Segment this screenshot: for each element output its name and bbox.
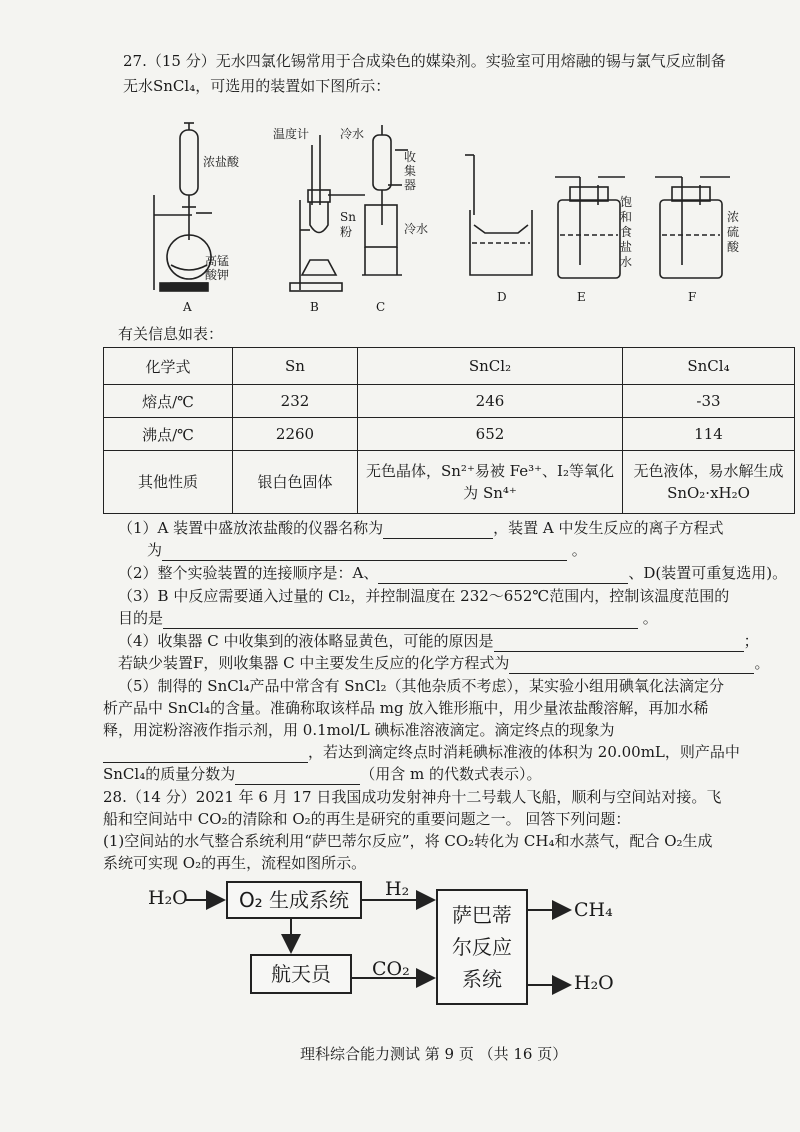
label-kmno4: 高锰 酸钾 bbox=[205, 254, 230, 282]
q27-part5-line1: （5）制得的 SnCl₄产品中常含有 SnCl₂（其他杂质不考虑），某实验小组用碘氧化法滴定分 bbox=[118, 677, 725, 695]
q27-part5-line3: 释，用淀粉溶液作指示剂，用 0.1mol/L 碘标准溶液滴定。滴定终点的现象为 bbox=[103, 721, 615, 739]
table-cell: 652 bbox=[358, 418, 623, 451]
apparatus-d bbox=[465, 155, 532, 275]
table-cell: 沸点/℃ bbox=[104, 418, 233, 451]
label-e: E bbox=[577, 290, 586, 304]
answer-blank[interactable] bbox=[494, 635, 744, 652]
label-cold-water-in: 冷水 bbox=[340, 127, 365, 141]
apparatus-c bbox=[362, 125, 408, 275]
table-header-cell: Sn bbox=[233, 348, 358, 385]
label-a: A bbox=[183, 300, 192, 314]
apparatus-f bbox=[655, 177, 730, 278]
apparatus-figure bbox=[140, 115, 780, 320]
flow-h2-label: H₂ bbox=[385, 878, 410, 900]
table-cell: 其他性质 bbox=[104, 451, 233, 514]
answer-blank[interactable] bbox=[509, 657, 754, 674]
apparatus-e bbox=[555, 177, 625, 278]
q27-part5-line2: 析产品中 SnCl₄的含量。准确称取该样品 mg 放入锥形瓶中，用少量浓盐酸溶解，再加水稀 bbox=[103, 699, 709, 717]
answer-blank[interactable] bbox=[378, 567, 628, 584]
answer-blank[interactable] bbox=[163, 612, 638, 629]
q27-s5d: ，若达到滴定终点时消耗碘标准液的体积为 20.00mL，则产品中 bbox=[308, 743, 740, 761]
page-footer: 理科综合能力测试 第 9 页 （共 16 页） bbox=[300, 1045, 568, 1063]
q27-s5e: SnCl₄的质量分数为 bbox=[103, 765, 236, 783]
q27-s4b: 若缺少装置F，则收集器 C 中主要发生反应的化学方程式为 bbox=[118, 654, 510, 672]
label-d: D bbox=[497, 290, 507, 304]
table-row bbox=[104, 418, 795, 451]
table-row bbox=[104, 451, 795, 514]
answer-blank[interactable] bbox=[235, 768, 360, 785]
answer-blank[interactable] bbox=[103, 746, 308, 763]
table-cell: 银白色固体 bbox=[233, 451, 358, 514]
o2-generation-box: O₂ 生成系统 bbox=[226, 881, 362, 919]
table-header-row bbox=[104, 348, 795, 385]
q28-line1: 28.（14 分）2021 年 6 月 17 日我国成功发射神舟十二号载人飞船，顺利与空间站对接。飞 bbox=[103, 788, 722, 806]
label-f: F bbox=[688, 290, 697, 304]
q27-s1c: 为 bbox=[147, 541, 163, 559]
table-cell: -33 bbox=[623, 385, 795, 418]
q27-s4a: （4）收集器 C 中收集到的液体略显黄色，可能的原因是 bbox=[118, 632, 494, 650]
table-row bbox=[104, 385, 795, 418]
q28-line4: 系统可实现 O₂的再生，流程如图所示。 bbox=[103, 854, 367, 872]
label-sn-powder: Sn 粉 bbox=[340, 210, 356, 239]
q27-part2 bbox=[118, 562, 787, 584]
label-conc-h2so4: 浓 硫 酸 bbox=[727, 210, 740, 254]
q28-line2: 船和空间站中 CO₂的清除和 O₂的再生是研究的重要问题之一。 回答下列问题： bbox=[103, 810, 631, 828]
table-cell: 2260 bbox=[233, 418, 358, 451]
q28-line3: (1)空间站的水气整合系统利用“萨巴蒂尔反应”，将 CO₂转化为 CH₄和水蒸气，配合 O₂生成 bbox=[103, 832, 713, 850]
table-cell: 232 bbox=[233, 385, 358, 418]
q27-s2a: （2）整个实验装置的连接顺序是：A、 bbox=[118, 564, 379, 582]
q27-line2: 无水SnCl₄，可选用的装置如下图所示： bbox=[123, 77, 391, 95]
answer-blank[interactable] bbox=[383, 522, 493, 539]
q27-part3: （3）B 中反应需要通入过量的 Cl₂，并控制温度在 232～652℃范围内，控制该温度范围的 bbox=[118, 587, 730, 605]
sabatier-reaction-box: 萨巴蒂 尔反应 系统 bbox=[436, 889, 528, 1005]
table-cell: 无色晶体，Sn²⁺易被 Fe³⁺、I₂等氧化为 Sn⁴⁺ bbox=[358, 451, 623, 514]
label-conc-hcl: 浓盐酸 bbox=[203, 155, 240, 169]
q27-part3-cont: 目的是 。 bbox=[118, 609, 658, 627]
q27-s2b: 、D(装置可重复选用)。 bbox=[628, 564, 788, 582]
q27-s3b: 目的是 bbox=[118, 609, 164, 627]
table-cell: 114 bbox=[623, 418, 795, 451]
flow-h2o-output: H₂O bbox=[574, 972, 614, 994]
label-cold-water-out: 冷水 bbox=[404, 222, 429, 236]
flow-co2-label: CO₂ bbox=[372, 958, 410, 980]
q27-s1a: （1）A 装置中盛放浓盐酸的仪器名称为 bbox=[118, 519, 384, 537]
flow-input-h2o: H₂O bbox=[148, 887, 188, 909]
q27-part4-cont: 若缺少装置F，则收集器 C 中主要发生反应的化学方程式为 。 bbox=[118, 654, 770, 672]
q27-part4: （4）收集器 C 中收集到的液体略显黄色，可能的原因是 ； bbox=[118, 632, 759, 650]
label-collector: 收 集 器 bbox=[404, 150, 417, 192]
table-cell: 246 bbox=[358, 385, 623, 418]
table-caption: 有关信息如表： bbox=[118, 325, 224, 343]
q27-line1: 27.（15 分）无水四氯化锡常用于合成染色的媒染剂。实验室可用熔融的锡与氯气反应制备 bbox=[123, 52, 726, 70]
table-cell: 无色液体，易水解生成 SnO₂·xH₂O bbox=[623, 451, 795, 514]
q27-part1 bbox=[118, 517, 724, 539]
q27-part5-line4 bbox=[103, 741, 740, 763]
table-cell: 熔点/℃ bbox=[104, 385, 233, 418]
table-header-cell: SnCl₄ bbox=[623, 348, 795, 385]
label-sat-nacl: 饱 和 食 盐 水 bbox=[620, 195, 633, 269]
q27-s1b: ，装置 A 中发生反应的离子方程式 bbox=[493, 519, 724, 537]
properties-table bbox=[103, 347, 795, 514]
flow-ch4-output: CH₄ bbox=[574, 899, 613, 921]
label-thermometer: 温度计 bbox=[273, 127, 310, 141]
q27-part5-line5 bbox=[103, 763, 542, 785]
label-c: C bbox=[376, 300, 386, 314]
astronaut-box: 航天员 bbox=[250, 954, 352, 994]
label-b: B bbox=[310, 300, 319, 314]
answer-blank[interactable] bbox=[162, 544, 567, 561]
q27-part1-cont: 为 。 bbox=[147, 541, 587, 559]
table-header-cell: SnCl₂ bbox=[358, 348, 623, 385]
q27-s5f: （用含 m 的代数式表示）。 bbox=[360, 765, 542, 783]
table-header-cell: 化学式 bbox=[104, 348, 233, 385]
apparatus-a bbox=[154, 123, 212, 291]
